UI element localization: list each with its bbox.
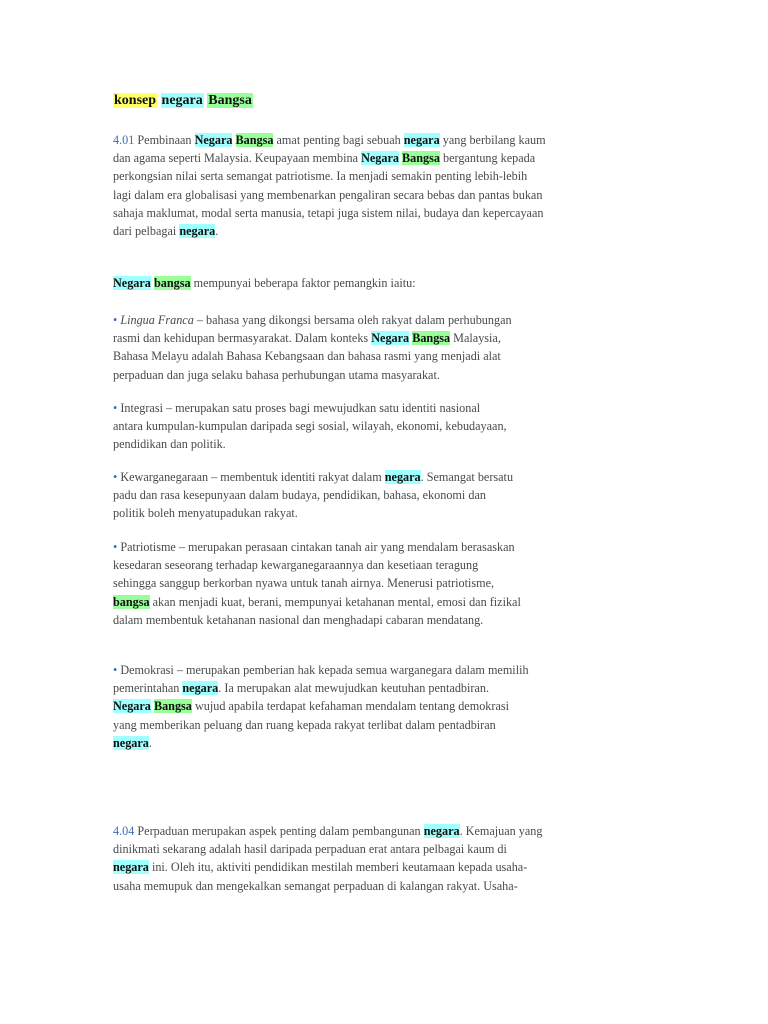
bullet-marker: • bbox=[113, 663, 121, 677]
keyword-highlight: Bangsa bbox=[235, 133, 274, 147]
text-line bbox=[113, 661, 673, 679]
text-line bbox=[113, 366, 673, 384]
text-run: antara kumpulan-kumpulan daripada segi sosial, wilayah, ekonomi, kebudayaan, bbox=[113, 419, 507, 434]
bullet-marker: • bbox=[113, 401, 121, 415]
keyword-highlight: negara bbox=[113, 860, 149, 875]
text-run: ini. Oleh itu, aktiviti pendidikan mestilah memberi keutamaan kepada usaha- bbox=[148, 860, 528, 875]
para-401 bbox=[113, 131, 673, 240]
keyword-highlight: negara bbox=[161, 93, 203, 108]
text-run: rasmi dan kehidupan bermasyarakat. Dalam konteks bbox=[113, 331, 372, 346]
text-line bbox=[113, 574, 673, 592]
text-run: dalam membentuk ketahanan nasional dan menghadapi cabaran mendatang. bbox=[113, 612, 484, 627]
keyword-highlight: Negara bbox=[371, 331, 410, 346]
text-line bbox=[113, 399, 673, 417]
text-run: . bbox=[215, 223, 219, 238]
text-run: . Semangat bersatu bbox=[420, 470, 514, 484]
bullet-kewarganegaraan bbox=[113, 468, 673, 523]
text-line bbox=[113, 840, 673, 858]
bullet-marker: • bbox=[113, 470, 121, 484]
text-line bbox=[113, 311, 673, 329]
text-run: . Ia merupakan alat mewujudkan keutuhan pentadbiran. bbox=[218, 681, 489, 696]
text-run: yang berbilang kaum bbox=[439, 133, 546, 147]
document-title bbox=[113, 93, 253, 109]
para-404 bbox=[113, 822, 673, 895]
text-line bbox=[113, 822, 673, 840]
text-line bbox=[113, 186, 673, 204]
text-line bbox=[113, 486, 673, 504]
keyword-highlight: Negara bbox=[361, 151, 399, 166]
keyword-highlight: negara bbox=[423, 824, 460, 838]
text-run: Lingua Franca bbox=[120, 313, 194, 327]
text-line bbox=[113, 593, 673, 611]
bullet-integrasi bbox=[113, 399, 673, 454]
text-line bbox=[113, 716, 673, 734]
keyword-highlight: bangsa bbox=[153, 276, 191, 290]
text-line bbox=[113, 504, 673, 522]
text-line bbox=[113, 734, 673, 752]
text-run: wujud apabila terdapat kefahaman mendalam tentang demokrasi bbox=[191, 699, 509, 714]
text-run: Kewarganegaraan – membentuk identiti rakyat dalam bbox=[120, 470, 385, 484]
text-line bbox=[113, 611, 673, 629]
text-run: dari pelbagai bbox=[113, 223, 180, 238]
section-number: 4.04 bbox=[113, 824, 135, 838]
text-line bbox=[113, 858, 673, 876]
text-line bbox=[113, 167, 673, 185]
text-line bbox=[113, 222, 673, 240]
text-run: pendidikan dan politik. bbox=[113, 437, 226, 452]
keyword-highlight: negara bbox=[113, 735, 149, 750]
text-run: . bbox=[148, 735, 152, 750]
text-line bbox=[113, 204, 673, 222]
keyword-highlight: negara bbox=[384, 470, 421, 484]
text-run: lagi dalam era globalisasi yang membenarkan pengaliran secara bebas dan pantas bukan bbox=[113, 187, 543, 202]
text-run: akan menjadi kuat, berani, mempunyai ketahanan mental, emosi dan fizikal bbox=[149, 594, 521, 609]
text-line bbox=[113, 877, 673, 895]
text-line bbox=[113, 347, 673, 365]
keyword-highlight: bangsa bbox=[113, 594, 150, 609]
bullet-marker: • bbox=[113, 540, 121, 554]
keyword-highlight: Bangsa bbox=[402, 151, 440, 166]
text-line bbox=[113, 468, 673, 486]
bullet-demokrasi bbox=[113, 661, 673, 752]
keyword-highlight: Bangsa bbox=[208, 93, 252, 108]
text-run: kesedaran seseorang terhadap kewarganegaraannya dan kesetiaan teragung bbox=[113, 558, 479, 573]
section-number: 4.01 bbox=[113, 133, 135, 147]
text-run bbox=[157, 93, 161, 108]
text-run: dan agama seperti Malaysia. Keupayaan membina bbox=[113, 151, 362, 166]
text-run: bergantung kepada bbox=[439, 151, 536, 166]
bullet-marker: • bbox=[113, 313, 121, 327]
text-run: perpaduan dan juga selaku bahasa perhubungan utama masyarakat. bbox=[113, 367, 440, 382]
keyword-highlight: Negara bbox=[113, 699, 151, 714]
bullet-lingua-franca bbox=[113, 311, 673, 384]
text-run: Integrasi – merupakan satu proses bagi mewujudkan satu identiti nasional bbox=[120, 401, 481, 415]
text-run: Pembinaan bbox=[134, 133, 195, 147]
keyword-highlight: negara bbox=[182, 681, 219, 696]
text-line bbox=[113, 417, 673, 435]
text-run: Malaysia, bbox=[450, 331, 501, 346]
text-run: – bahasa yang dikongsi bersama oleh rakyat dalam perhubungan bbox=[193, 313, 512, 327]
text-line bbox=[113, 149, 673, 167]
keyword-highlight: Bangsa bbox=[153, 699, 192, 714]
para-faktor bbox=[113, 274, 673, 292]
text-run: sehingga sanggup berkorban nyawa untuk tanah airnya. Menerusi patriotisme, bbox=[113, 576, 495, 591]
keyword-highlight: Negara bbox=[194, 133, 233, 147]
text-line bbox=[113, 538, 673, 556]
keyword-highlight: Bangsa bbox=[412, 331, 451, 346]
text-line bbox=[113, 329, 673, 347]
text-line bbox=[113, 697, 673, 715]
bullet-patriotisme bbox=[113, 538, 673, 629]
text-run: usaha memupuk dan mengekalkan semangat perpaduan di kalangan rakyat. Usaha- bbox=[113, 878, 518, 893]
text-run: padu dan rasa kesepunyaan dalam budaya, pendidikan, bahasa, ekonomi dan bbox=[113, 488, 486, 503]
text-run: amat penting bagi sebuah bbox=[273, 133, 404, 147]
text-line bbox=[113, 131, 673, 149]
text-run: Perpaduan merupakan aspek penting dalam pembangunan bbox=[134, 824, 424, 838]
text-run: Patriotisme – merupakan perasaan cintakan tanah air yang mendalam berasaskan bbox=[120, 540, 515, 554]
keyword-highlight: Negara bbox=[113, 276, 151, 290]
text-run: pemerintahan bbox=[113, 681, 183, 696]
text-run: sahaja maklumat, modal serta manusia, tetapi juga sistem nilai, budaya dan kepercayaan bbox=[113, 205, 544, 220]
text-run: Bahasa Melayu adalah Bahasa Kebangsaan dan bahasa rasmi yang menjadi alat bbox=[113, 349, 501, 364]
keyword-highlight: negara bbox=[403, 133, 440, 147]
text-run: dinikmati sekarang adalah hasil daripada perpaduan erat antara pelbagai kaum di bbox=[113, 842, 507, 857]
keyword-highlight: konsep bbox=[114, 93, 157, 108]
text-run: . Kemajuan yang bbox=[459, 824, 543, 838]
text-line bbox=[113, 274, 673, 292]
text-run: mempunyai beberapa faktor pemangkin iaitu: bbox=[190, 276, 416, 290]
text-run: yang memberikan peluang dan ruang kepada rakyat terlibat dalam pentadbiran bbox=[113, 717, 496, 732]
text-line bbox=[113, 556, 673, 574]
text-run: politik boleh menyatupadukan rakyat. bbox=[113, 506, 298, 521]
text-run: perkongsian nilai serta semangat patriotisme. Ia menjadi semakin penting lebih-lebih bbox=[113, 169, 528, 184]
keyword-highlight: negara bbox=[179, 223, 216, 238]
text-line bbox=[113, 435, 673, 453]
text-run: Demokrasi – merupakan pemberian hak kepada semua warganegara dalam memilih bbox=[120, 663, 529, 677]
text-line bbox=[113, 679, 673, 697]
